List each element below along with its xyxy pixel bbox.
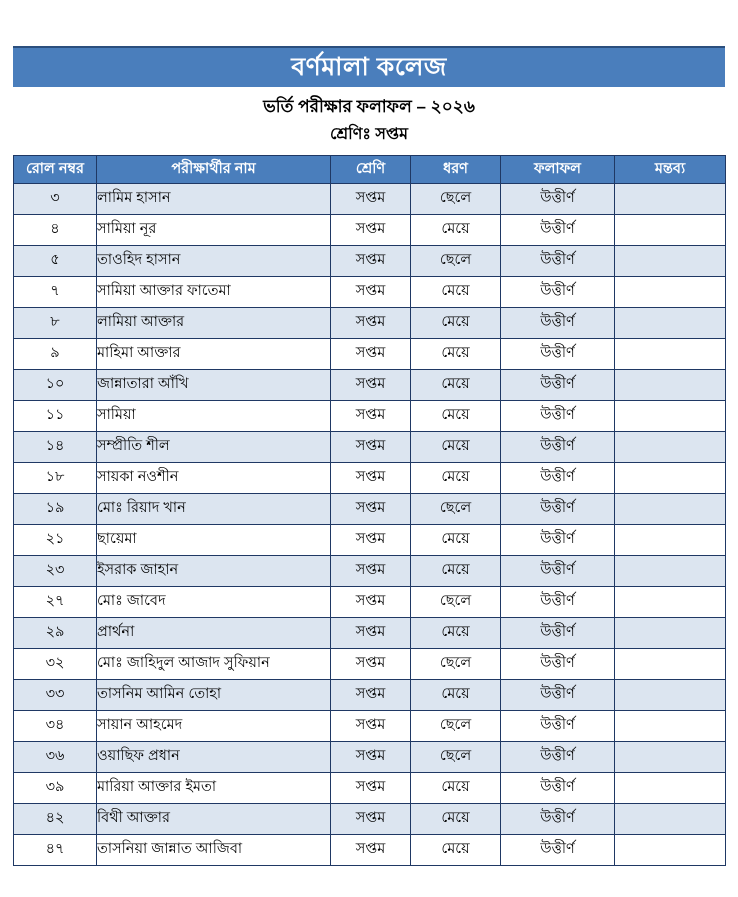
cell-type: মেয়ে	[411, 308, 501, 339]
cell-roll: ২৯	[14, 618, 97, 649]
cell-result: উত্তীর্ণ	[501, 680, 615, 711]
cell-result: উত্তীর্ণ	[501, 463, 615, 494]
cell-class: সপ্তম	[331, 649, 411, 680]
cell-result: উত্তীর্ণ	[501, 618, 615, 649]
cell-result: উত্তীর্ণ	[501, 401, 615, 432]
results-table-container	[13, 155, 725, 866]
cell-note	[615, 339, 726, 370]
cell-note	[615, 401, 726, 432]
cell-name: মোঃ জাবেদ	[97, 587, 331, 618]
cell-note	[615, 215, 726, 246]
cell-note	[615, 804, 726, 835]
cell-name: তাসনিম আমিন তোহা	[97, 680, 331, 711]
cell-roll: ৭	[14, 277, 97, 308]
cell-roll: ৪	[14, 215, 97, 246]
cell-name: মোঃ রিয়াদ খান	[97, 494, 331, 525]
table-row	[14, 215, 726, 246]
cell-class: সপ্তম	[331, 246, 411, 277]
cell-class: সপ্তম	[331, 308, 411, 339]
table-header-row	[14, 156, 726, 184]
cell-type: মেয়ে	[411, 804, 501, 835]
cell-note	[615, 742, 726, 773]
cell-type: মেয়ে	[411, 680, 501, 711]
cell-result: উত্তীর্ণ	[501, 494, 615, 525]
college-name-banner	[13, 46, 725, 87]
cell-result: উত্তীর্ণ	[501, 432, 615, 463]
table-body	[14, 184, 726, 866]
cell-note	[615, 308, 726, 339]
cell-roll: ৪৭	[14, 835, 97, 866]
table-row	[14, 742, 726, 773]
cell-name: লামিয়া আক্তার	[97, 308, 331, 339]
cell-type: মেয়ে	[411, 463, 501, 494]
table-head	[14, 156, 726, 184]
cell-type: মেয়ে	[411, 432, 501, 463]
cell-roll: ১০	[14, 370, 97, 401]
cell-result: উত্তীর্ণ	[501, 804, 615, 835]
table-row	[14, 804, 726, 835]
exam-result-subtitle: ভর্তি পরীক্ষার ফলাফল – ২০২৬	[263, 97, 475, 116]
cell-result: উত্তীর্ণ	[501, 525, 615, 556]
cell-name: লামিম হাসান	[97, 184, 331, 215]
cell-name: বিথী আক্তার	[97, 804, 331, 835]
cell-type: ছেলে	[411, 494, 501, 525]
column-header-type: ধরণ	[411, 156, 501, 184]
cell-class: সপ্তম	[331, 711, 411, 742]
cell-note	[615, 432, 726, 463]
table-row	[14, 556, 726, 587]
table-row	[14, 401, 726, 432]
cell-name: প্রার্থনা	[97, 618, 331, 649]
table-row	[14, 277, 726, 308]
cell-class: সপ্তম	[331, 680, 411, 711]
cell-result: উত্তীর্ণ	[501, 277, 615, 308]
cell-note	[615, 463, 726, 494]
cell-name: সামিয়া আক্তার ফাতেমা	[97, 277, 331, 308]
cell-class: সপ্তম	[331, 556, 411, 587]
table-row	[14, 246, 726, 277]
cell-class: সপ্তম	[331, 618, 411, 649]
cell-note	[615, 556, 726, 587]
cell-class: সপ্তম	[331, 401, 411, 432]
cell-type: মেয়ে	[411, 370, 501, 401]
cell-name: সায়ান আহমেদ	[97, 711, 331, 742]
cell-type: ছেলে	[411, 649, 501, 680]
column-header-name: পরীক্ষার্থীর নাম	[97, 156, 331, 184]
cell-class: সপ্তম	[331, 494, 411, 525]
cell-class: সপ্তম	[331, 525, 411, 556]
cell-class: সপ্তম	[331, 835, 411, 866]
cell-name: মারিয়া আক্তার ইমতা	[97, 773, 331, 804]
cell-type: ছেলে	[411, 711, 501, 742]
cell-class: সপ্তম	[331, 370, 411, 401]
cell-class: সপ্তম	[331, 215, 411, 246]
cell-type: মেয়ে	[411, 401, 501, 432]
cell-class: সপ্তম	[331, 742, 411, 773]
table-row	[14, 432, 726, 463]
table-row	[14, 525, 726, 556]
column-header-note: মন্তব্য	[615, 156, 726, 184]
cell-name: সামিয়া	[97, 401, 331, 432]
cell-type: মেয়ে	[411, 835, 501, 866]
cell-roll: ৩২	[14, 649, 97, 680]
cell-name: তাসনিয়া জান্নাত আজিবা	[97, 835, 331, 866]
column-header-result: ফলাফল	[501, 156, 615, 184]
table-row	[14, 308, 726, 339]
cell-result: উত্তীর্ণ	[501, 246, 615, 277]
cell-result: উত্তীর্ণ	[501, 711, 615, 742]
cell-roll: ৩৩	[14, 680, 97, 711]
cell-result: উত্তীর্ণ	[501, 370, 615, 401]
cell-name: মোঃ জাহিদুল আজাদ সুফিয়ান	[97, 649, 331, 680]
cell-note	[615, 835, 726, 866]
cell-class: সপ্তম	[331, 587, 411, 618]
cell-note	[615, 680, 726, 711]
cell-class: সপ্তম	[331, 432, 411, 463]
cell-result: উত্তীর্ণ	[501, 184, 615, 215]
cell-name: সামিয়া নূর	[97, 215, 331, 246]
cell-name: সম্প্রীতি শীল	[97, 432, 331, 463]
cell-type: ছেলে	[411, 184, 501, 215]
cell-note	[615, 773, 726, 804]
cell-note	[615, 587, 726, 618]
cell-roll: ২১	[14, 525, 97, 556]
table-row	[14, 587, 726, 618]
cell-roll: ৪২	[14, 804, 97, 835]
cell-type: মেয়ে	[411, 773, 501, 804]
cell-note	[615, 370, 726, 401]
results-table	[13, 155, 726, 866]
cell-result: উত্তীর্ণ	[501, 773, 615, 804]
table-row	[14, 463, 726, 494]
column-header-roll: রোল নম্বর	[14, 156, 97, 184]
cell-class: সপ্তম	[331, 463, 411, 494]
cell-result: উত্তীর্ণ	[501, 649, 615, 680]
table-row	[14, 711, 726, 742]
cell-type: মেয়ে	[411, 618, 501, 649]
cell-name: ইসরাক জাহান	[97, 556, 331, 587]
cell-name: ওয়াছিফ প্রধান	[97, 742, 331, 773]
table-row	[14, 835, 726, 866]
cell-class: সপ্তম	[331, 804, 411, 835]
cell-roll: ৩	[14, 184, 97, 215]
cell-roll: ১৪	[14, 432, 97, 463]
cell-type: ছেলে	[411, 246, 501, 277]
cell-roll: ১১	[14, 401, 97, 432]
cell-result: উত্তীর্ণ	[501, 835, 615, 866]
cell-note	[615, 246, 726, 277]
table-row	[14, 649, 726, 680]
cell-result: উত্তীর্ণ	[501, 556, 615, 587]
table-row	[14, 773, 726, 804]
column-header-class: শ্রেণি	[331, 156, 411, 184]
cell-roll: ৩৪	[14, 711, 97, 742]
table-row	[14, 618, 726, 649]
cell-result: উত্তীর্ণ	[501, 308, 615, 339]
table-row	[14, 339, 726, 370]
cell-roll: ৮	[14, 308, 97, 339]
cell-class: সপ্তম	[331, 277, 411, 308]
cell-result: উত্তীর্ণ	[501, 587, 615, 618]
cell-type: মেয়ে	[411, 556, 501, 587]
cell-class: সপ্তম	[331, 773, 411, 804]
cell-type: মেয়ে	[411, 215, 501, 246]
cell-name: সায়কা নওশীন	[97, 463, 331, 494]
table-row	[14, 184, 726, 215]
table-row	[14, 370, 726, 401]
cell-note	[615, 711, 726, 742]
class-line: শ্রেণিঃ সপ্তম	[330, 126, 408, 143]
cell-note	[615, 618, 726, 649]
cell-note	[615, 649, 726, 680]
cell-name: জান্নাতারা আঁখি	[97, 370, 331, 401]
cell-roll: ২৭	[14, 587, 97, 618]
cell-class: সপ্তম	[331, 339, 411, 370]
cell-roll: ২৩	[14, 556, 97, 587]
cell-result: উত্তীর্ণ	[501, 215, 615, 246]
cell-roll: ৩৬	[14, 742, 97, 773]
cell-name: মাহিমা আক্তার	[97, 339, 331, 370]
cell-roll: ৩৯	[14, 773, 97, 804]
cell-roll: ৫	[14, 246, 97, 277]
cell-name: তাওহিদ হাসান	[97, 246, 331, 277]
college-name: বর্ণমালা কলেজ	[291, 53, 447, 81]
cell-note	[615, 184, 726, 215]
cell-type: মেয়ে	[411, 525, 501, 556]
table-row	[14, 680, 726, 711]
cell-name: ছায়েমা	[97, 525, 331, 556]
cell-class: সপ্তম	[331, 184, 411, 215]
cell-type: মেয়ে	[411, 339, 501, 370]
cell-type: ছেলে	[411, 742, 501, 773]
cell-type: ছেলে	[411, 587, 501, 618]
cell-roll: ৯	[14, 339, 97, 370]
cell-roll: ১৮	[14, 463, 97, 494]
cell-note	[615, 277, 726, 308]
table-row	[14, 494, 726, 525]
cell-roll: ১৯	[14, 494, 97, 525]
cell-result: উত্তীর্ণ	[501, 742, 615, 773]
cell-result: উত্তীর্ণ	[501, 339, 615, 370]
cell-note	[615, 525, 726, 556]
cell-note	[615, 494, 726, 525]
cell-type: মেয়ে	[411, 277, 501, 308]
